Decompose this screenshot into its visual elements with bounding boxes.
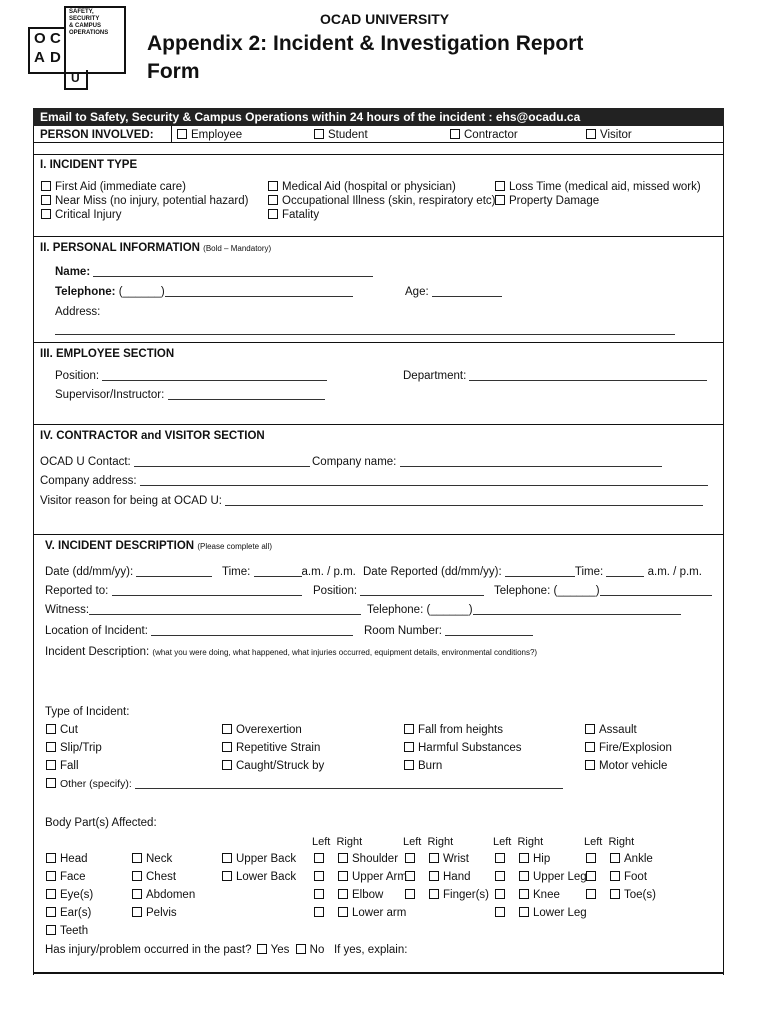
checkbox-ears[interactable]: Ear(s) bbox=[46, 906, 91, 920]
checkbox-box[interactable] bbox=[585, 760, 595, 770]
checkbox-toes[interactable]: Toe(s) bbox=[610, 888, 656, 902]
checkbox-box[interactable] bbox=[610, 871, 620, 881]
checkbox-upper-arm[interactable]: Upper Arm bbox=[338, 870, 407, 884]
checkbox-box[interactable] bbox=[338, 907, 348, 917]
checkbox-box[interactable] bbox=[46, 925, 56, 935]
checkbox-box[interactable] bbox=[585, 742, 595, 752]
checkbox-foot[interactable]: Foot bbox=[610, 870, 647, 884]
checkbox-upper-leg[interactable]: Upper Leg bbox=[519, 870, 587, 884]
checkbox-box[interactable] bbox=[404, 724, 414, 734]
date-reported-field[interactable]: Date Reported (dd/mm/yy): Time: a.m. / p.m. bbox=[363, 566, 702, 578]
checkbox-hip[interactable]: Hip bbox=[519, 852, 550, 866]
checkbox-yes[interactable] bbox=[257, 944, 267, 954]
section-incident-type: I. INCIDENT TYPE bbox=[40, 159, 138, 171]
checkbox-employee[interactable]: Employee bbox=[177, 128, 242, 142]
address-line[interactable] bbox=[55, 334, 675, 335]
checkbox-hand[interactable]: Hand bbox=[429, 870, 471, 884]
checkbox-box[interactable] bbox=[132, 871, 142, 881]
age-field[interactable]: Age: bbox=[405, 285, 502, 299]
checkbox-box[interactable] bbox=[222, 871, 232, 881]
checkbox-student[interactable]: Student bbox=[314, 128, 368, 142]
checkbox-medical-aid[interactable]: Medical Aid (hospital or physician) bbox=[268, 180, 456, 194]
left-right-header: Left Right bbox=[403, 836, 454, 848]
checkbox-box[interactable] bbox=[46, 871, 56, 881]
checkbox-wrist-left[interactable] bbox=[405, 853, 415, 863]
checkbox-fingers[interactable]: Finger(s) bbox=[429, 888, 489, 902]
checkbox-box[interactable] bbox=[132, 889, 142, 899]
position-field[interactable]: Position: bbox=[55, 369, 327, 383]
supervisor-field[interactable]: Supervisor/Instructor: bbox=[55, 388, 325, 402]
logo-letter-c: C bbox=[50, 30, 61, 47]
checkbox-box[interactable] bbox=[46, 760, 56, 770]
section-contractor-visitor: IV. CONTRACTOR and VISITOR SECTION bbox=[40, 430, 265, 442]
checkbox-box[interactable] bbox=[429, 889, 439, 899]
checkbox-box[interactable] bbox=[450, 129, 460, 139]
checkbox-box[interactable] bbox=[177, 129, 187, 139]
checkbox-box[interactable] bbox=[495, 181, 505, 191]
checkbox-pelvis[interactable]: Pelvis bbox=[132, 906, 177, 920]
checkbox-box[interactable] bbox=[46, 724, 56, 734]
checkbox-box[interactable] bbox=[41, 195, 51, 205]
type-of-incident-label: Type of Incident: bbox=[45, 706, 130, 718]
checkbox-box[interactable] bbox=[46, 907, 56, 917]
checkbox-box[interactable] bbox=[41, 181, 51, 191]
logo-letter-a: A bbox=[34, 49, 45, 66]
checkbox-knee[interactable]: Knee bbox=[519, 888, 560, 902]
checkbox-first-aid[interactable]: First Aid (immediate care) bbox=[41, 180, 186, 194]
past-injury-question: Has injury/problem occurred in the past? Yes No If yes, explain: bbox=[45, 944, 408, 956]
body-parts-label: Body Part(s) Affected: bbox=[45, 817, 157, 829]
checkbox-ankle-left[interactable] bbox=[586, 853, 596, 863]
telephone-field[interactable]: Telephone: (______) bbox=[55, 285, 353, 299]
checkbox-box[interactable] bbox=[268, 195, 278, 205]
checkbox-box[interactable] bbox=[519, 871, 529, 881]
email-banner-text: Email to Safety, Security & Campus Operations within 24 hours of the incident : ehs@ocadu.ca bbox=[40, 110, 581, 124]
reported-to-field[interactable]: Reported to: bbox=[45, 584, 302, 598]
checkbox-knee-left[interactable] bbox=[495, 889, 505, 899]
checkbox-slip-trip[interactable]: Slip/Trip bbox=[46, 741, 102, 755]
logo-letter-o: O bbox=[34, 30, 46, 47]
checkbox-box[interactable] bbox=[132, 907, 142, 917]
left-right-header: Left Right bbox=[493, 836, 544, 848]
page-title-line2: Form bbox=[147, 60, 200, 83]
reported-position-field[interactable]: Position: bbox=[313, 584, 484, 598]
location-field[interactable]: Location of Incident: bbox=[45, 624, 353, 638]
checkbox-contractor[interactable]: Contractor bbox=[450, 128, 518, 142]
checkbox-eyes[interactable]: Eye(s) bbox=[46, 888, 93, 902]
checkbox-box[interactable] bbox=[404, 760, 414, 770]
time-field[interactable]: Time: a.m. / p.m. bbox=[222, 566, 356, 578]
checkbox-box[interactable] bbox=[46, 889, 56, 899]
checkbox-cut[interactable]: Cut bbox=[46, 723, 78, 737]
witness-field[interactable]: Witness: bbox=[45, 603, 361, 617]
checkbox-box[interactable] bbox=[46, 853, 56, 863]
checkbox-foot-left[interactable] bbox=[586, 871, 596, 881]
checkbox-overexertion[interactable]: Overexertion bbox=[222, 723, 302, 737]
checkbox-box[interactable] bbox=[429, 871, 439, 881]
checkbox-box[interactable] bbox=[610, 889, 620, 899]
checkbox-box[interactable] bbox=[222, 760, 232, 770]
checkbox-lower-leg[interactable]: Lower Leg bbox=[519, 906, 587, 920]
checkbox-box[interactable] bbox=[519, 889, 529, 899]
checkbox-box[interactable] bbox=[338, 871, 348, 881]
checkbox-box[interactable] bbox=[222, 724, 232, 734]
checkbox-box[interactable] bbox=[586, 129, 596, 139]
checkbox-fire-explosion[interactable]: Fire/Explosion bbox=[585, 741, 672, 755]
checkbox-wrist[interactable]: Wrist bbox=[429, 852, 469, 866]
date-field[interactable]: Date (dd/mm/yy): bbox=[45, 565, 212, 579]
checkbox-assault[interactable]: Assault bbox=[585, 723, 637, 737]
checkbox-box[interactable] bbox=[41, 209, 51, 219]
checkbox-lower-back[interactable]: Lower Back bbox=[222, 870, 296, 884]
checkbox-head[interactable]: Head bbox=[46, 852, 88, 866]
page-title-line1: Appendix 2: Incident & Investigation Report bbox=[147, 32, 584, 55]
checkbox-lower-arm-left[interactable] bbox=[314, 907, 324, 917]
company-address-field[interactable]: Company address: bbox=[40, 474, 708, 488]
checkbox-hip-left[interactable] bbox=[495, 853, 505, 863]
checkbox-box[interactable] bbox=[338, 889, 348, 899]
checkbox-upper-back[interactable]: Upper Back bbox=[222, 852, 296, 866]
checkbox-box[interactable] bbox=[46, 742, 56, 752]
checkbox-critical-injury[interactable]: Critical Injury bbox=[41, 208, 121, 222]
checkbox-box[interactable] bbox=[222, 853, 232, 863]
name-field[interactable]: Name: bbox=[55, 265, 373, 279]
checkbox-shoulder-left[interactable] bbox=[314, 853, 324, 863]
room-number-field[interactable]: Room Number: bbox=[364, 624, 533, 638]
logo-caption: SAFETY, SECURITY & CAMPUS OPERATIONS bbox=[69, 9, 109, 36]
checkbox-teeth[interactable]: Teeth bbox=[46, 924, 88, 938]
checkbox-upper-leg-left[interactable] bbox=[495, 871, 505, 881]
checkbox-box[interactable] bbox=[314, 129, 324, 139]
checkbox-box[interactable] bbox=[429, 853, 439, 863]
person-involved-label: PERSON INVOLVED: bbox=[40, 129, 154, 141]
logo-letter-d: D bbox=[50, 49, 61, 66]
checkbox-box[interactable] bbox=[585, 724, 595, 734]
checkbox-visitor[interactable]: Visitor bbox=[586, 128, 632, 142]
checkbox-no[interactable] bbox=[296, 944, 306, 954]
checkbox-box[interactable] bbox=[404, 742, 414, 752]
checkbox-caught-struck[interactable]: Caught/Struck by bbox=[222, 759, 324, 773]
checkbox-motor-vehicle[interactable]: Motor vehicle bbox=[585, 759, 667, 773]
ocad-contact-field[interactable]: OCAD U Contact: bbox=[40, 455, 310, 469]
checkbox-ankle[interactable]: Ankle bbox=[610, 852, 653, 866]
logo-letter-u: U bbox=[71, 71, 80, 85]
university-name: OCAD UNIVERSITY bbox=[320, 11, 450, 27]
checkbox-loss-time[interactable]: Loss Time (medical aid, missed work) bbox=[495, 180, 701, 194]
checkbox-toes-left[interactable] bbox=[586, 889, 596, 899]
checkbox-property-damage[interactable]: Property Damage bbox=[495, 194, 599, 208]
checkbox-elbow[interactable]: Elbow bbox=[338, 888, 383, 902]
checkbox-box[interactable] bbox=[132, 853, 142, 863]
checkbox-abdomen[interactable]: Abdomen bbox=[132, 888, 195, 902]
checkbox-box[interactable] bbox=[268, 181, 278, 191]
checkbox-burn[interactable]: Burn bbox=[404, 759, 442, 773]
checkbox-near-miss[interactable]: Near Miss (no injury, potential hazard) bbox=[41, 194, 248, 208]
left-right-header: Left Right bbox=[312, 836, 363, 848]
section-incident-description: V. INCIDENT DESCRIPTION (Please complete all) bbox=[45, 540, 273, 552]
checkbox-box[interactable] bbox=[519, 853, 529, 863]
checkbox-lower-arm[interactable]: Lower arm bbox=[338, 906, 406, 920]
checkbox-box[interactable] bbox=[222, 742, 232, 752]
checkbox-elbow-left[interactable] bbox=[314, 889, 324, 899]
checkbox-lower-leg-left[interactable] bbox=[495, 907, 505, 917]
checkbox-face[interactable]: Face bbox=[46, 870, 86, 884]
checkbox-box[interactable] bbox=[46, 778, 56, 788]
checkbox-box[interactable] bbox=[519, 907, 529, 917]
checkbox-upper-arm-left[interactable] bbox=[314, 871, 324, 881]
incident-description-field[interactable]: Incident Description: (what you were doing, what happened, what injuries occurred, equipment details, environmental conditions?) bbox=[45, 646, 538, 658]
logo bbox=[28, 6, 128, 90]
checkbox-fatality[interactable]: Fatality bbox=[268, 208, 319, 222]
witness-telephone-field[interactable]: Telephone: (______) bbox=[367, 603, 681, 617]
checkbox-fall[interactable]: Fall bbox=[46, 759, 79, 773]
department-field[interactable]: Department: bbox=[403, 369, 707, 383]
address-field[interactable]: Address: bbox=[55, 306, 101, 318]
checkbox-shoulder[interactable]: Shoulder bbox=[338, 852, 398, 866]
checkbox-repetitive-strain[interactable]: Repetitive Strain bbox=[222, 741, 320, 755]
checkbox-harmful-substances[interactable]: Harmful Substances bbox=[404, 741, 522, 755]
checkbox-occupational-illness[interactable]: Occupational Illness (skin, respiratory etc) bbox=[268, 194, 495, 208]
checkbox-box[interactable] bbox=[495, 195, 505, 205]
checkbox-box[interactable] bbox=[610, 853, 620, 863]
company-name-field[interactable]: Company name: bbox=[312, 455, 662, 469]
checkbox-neck[interactable]: Neck bbox=[132, 852, 172, 866]
checkbox-box[interactable] bbox=[338, 853, 348, 863]
section-personal-info: II. PERSONAL INFORMATION (Bold – Mandatory) bbox=[40, 242, 272, 254]
checkbox-hand-left[interactable] bbox=[405, 871, 415, 881]
section-employee: III. EMPLOYEE SECTION bbox=[40, 348, 175, 360]
visitor-reason-field[interactable]: Visitor reason for being at OCAD U: bbox=[40, 494, 703, 508]
checkbox-fingers-left[interactable] bbox=[405, 889, 415, 899]
left-right-header: Left Right bbox=[584, 836, 635, 848]
checkbox-box[interactable] bbox=[268, 209, 278, 219]
checkbox-fall-from-heights[interactable]: Fall from heights bbox=[404, 723, 503, 737]
reported-telephone-field[interactable]: Telephone: (______) bbox=[494, 584, 712, 598]
checkbox-chest[interactable]: Chest bbox=[132, 870, 176, 884]
checkbox-other-specify[interactable]: Other (specify): bbox=[46, 777, 563, 791]
